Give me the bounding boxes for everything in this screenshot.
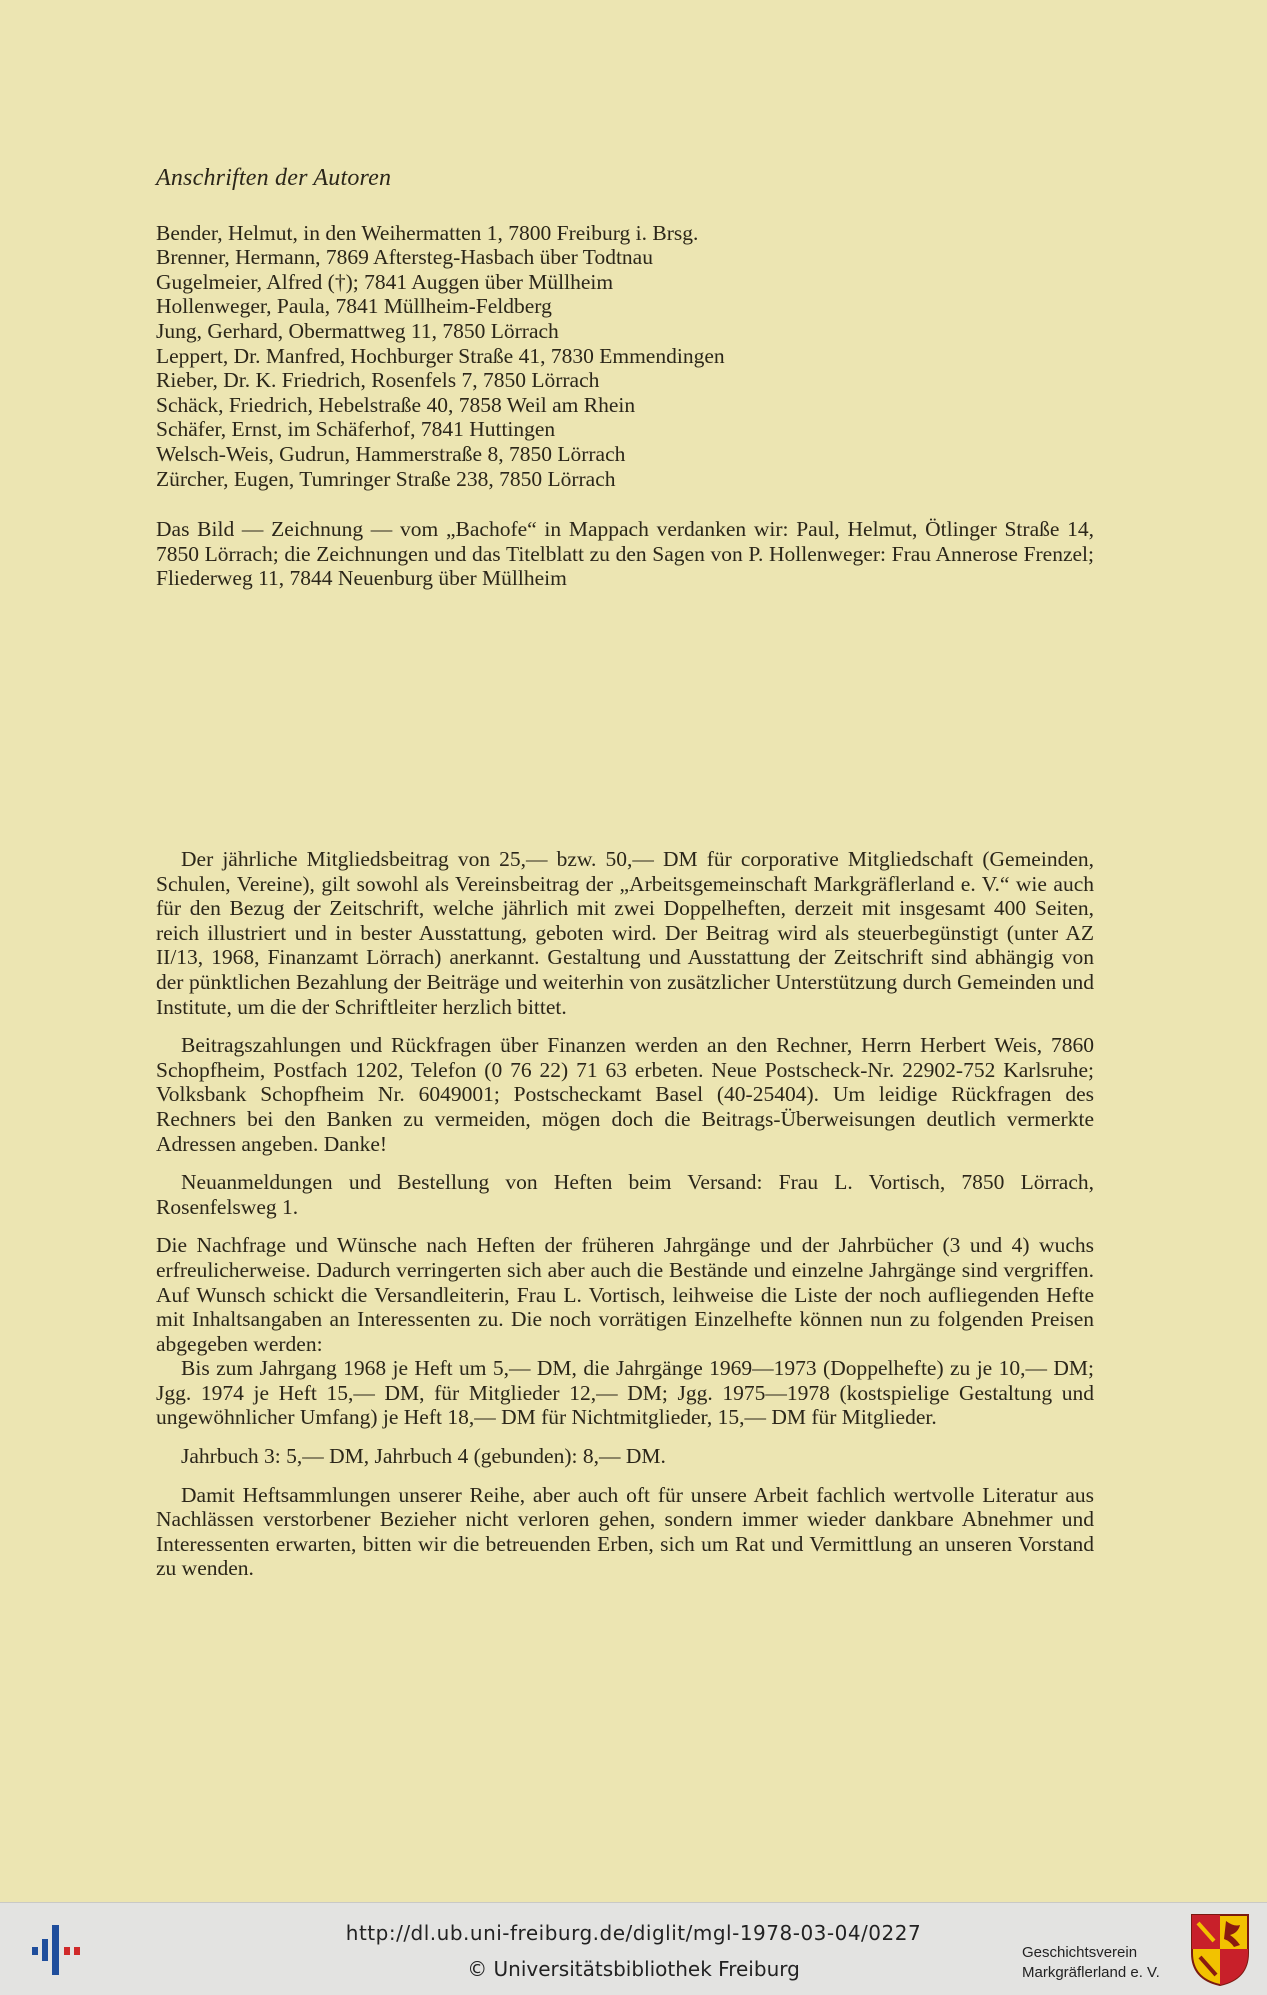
orders-paragraph: Neuanmeldungen und Bestellung von Heften beim Versand: Frau L. Vortisch, 7850 Lörrach, Rosenfelsweg 1. <box>156 1170 1094 1219</box>
publisher-line: Geschichtsverein <box>1022 1944 1138 1961</box>
image-credits: Das Bild — Zeichnung — vom „Bachofe“ in Mappach verdanken wir: Paul, Helmut, Ötlinger Straße 14, 7850 Lörrach; die Zeichnungen und das Titelblatt zu den Sagen von P. Hollenweger: Frau Annerose Frenzel; Fliederweg 11, 7844 Neuenburg über Müllheim <box>156 517 1094 591</box>
demand-paragraph: Die Nachfrage und Wünsche nach Heften der früheren Jahrgänge und der Jahrbücher (3 und 4) wuchs erfreulicherweise. Dadurch verringerten sich aber auch die Bestände und einzelne Jahrgänge sind vergriffen. Auf Wunsch schickt die Versandleiterin, Frau L. Vortisch, leihweise die Liste der noch aufliegenden Hefte mit Inhaltsangaben an Interessenten zu. Die noch vorrätigen Einzelhefte können nun zu folgenden Preisen abgegeben werden: <box>156 1233 1094 1356</box>
authors-section <box>156 166 1094 591</box>
viewer-footer <box>0 1902 1267 1995</box>
coat-of-arms-icon <box>1190 1913 1250 1987</box>
membership-paragraph: Der jährliche Mitgliedsbeitrag von 25,— bzw. 50,— DM für corporative Mitgliedschaft (Gemeinden, Schulen, Vereine), gilt sowohl als Vereinsbeitrag der „Arbeitsgemeinschaft Markgräflerland e. V.“ wie auch für den Bezug der Zeitschrift, welche jährlich mit zwei Doppelheften, derzeit mit insgesamt 400 Seiten, reich illustriert und in bester Ausstattung, geboten wird. Der Beitrag wird als steuerbegünstigt (unter AZ II/13, 1968, Finanzamt Lörrach) anerkannt. Gestaltung und Ausstattung der Zeitschrift sind abhängig von der pünktlichen Bezahlung der Beiträge und weiterhin von zusätzlicher Unterstützung durch Gemeinden und Institute, um die der Schriftleiter herzlich bittet. <box>156 847 1094 1019</box>
copyright-notice: © Universitätsbibliothek Freiburg <box>467 1957 800 1981</box>
payments-paragraph: Beitragszahlungen und Rückfragen über Finanzen werden an den Rechner, Herrn Herbert Weis, 7860 Schopfheim, Postfach 1202, Telefon (0 76 22) 71 63 erbeten. Neue Postscheck-Nr. 22902-752 Karlsruhe; Volksbank Schopfheim Nr. 6049001; Postscheckamt Basel (40-25404). Um leidige Rückfragen des Rechners bei den Banken zu vermeiden, mögen doch die Beitrags-Überweisungen deutlich vermerkte Adressen angeben. Danke! <box>156 1033 1094 1156</box>
author-entry: Leppert, Dr. Manfred, Hochburger Straße 41, 7830 Emmendingen <box>156 343 725 368</box>
section-heading: Anschriften der Autoren <box>156 165 392 191</box>
legacy-paragraph: Damit Heftsammlungen unserer Reihe, aber auch oft für unsere Arbeit fachlich wertvolle Literatur aus Nachlässen verstorbener Bezieher nicht verloren gehen, sondern immer wieder dankbare Abnehmer und Interessenten erwarten, bitten wir die betreuenden Erben, sich um Rat und Vermittlung an unseren Vorstand zu wenden. <box>156 1482 1094 1581</box>
permalink-url[interactable]: http://dl.ub.uni-freiburg.de/diglit/mgl-1978-03-04/0227 <box>345 1921 922 1945</box>
publisher-line: Markgräflerland e. V. <box>1022 1964 1160 1981</box>
author-entry: Rieber, Dr. K. Friedrich, Rosenfels 7, 7850 Lörrach <box>156 368 600 393</box>
author-list <box>156 221 1094 492</box>
author-entry: Zürcher, Eugen, Tumringer Straße 238, 7850 Lörrach <box>156 466 616 491</box>
author-entry: Hollenweger, Paula, 7841 Müllheim-Feldberg <box>156 294 552 319</box>
publisher-name <box>1022 1943 1192 1983</box>
membership-info <box>156 847 1094 1595</box>
author-entry: Schäfer, Ernst, im Schäferhof, 7841 Huttingen <box>156 417 556 442</box>
author-entry: Welsch-Weis, Gudrun, Hammerstraße 8, 7850 Lörrach <box>156 441 626 466</box>
prices-paragraph: Bis zum Jahrgang 1968 je Heft um 5,— DM, die Jahrgänge 1969—1973 (Doppelhefte) zu je 10,— DM; Jgg. 1974 je Heft 15,— DM, für Mitglieder 12,— DM; Jgg. 1975—1978 (kostspielige Gestaltung und ungewöhnlicher Umfang) je Heft 18,— DM für Nichtmitglieder, 15,— DM für Mitglieder. <box>156 1356 1094 1430</box>
author-entry: Gugelmeier, Alfred (†); 7841 Auggen über Müllheim <box>156 269 614 294</box>
author-entry: Jung, Gerhard, Obermattweg 11, 7850 Lörrach <box>156 318 559 343</box>
author-entry: Schäck, Friedrich, Hebelstraße 40, 7858 Weil am Rhein <box>156 392 636 417</box>
author-entry: Brenner, Hermann, 7869 Aftersteg-Hasbach über Todtnau <box>156 245 653 270</box>
yearbook-paragraph: Jahrbuch 3: 5,— DM, Jahrbuch 4 (gebunden): 8,— DM. <box>181 1444 666 1469</box>
author-entry: Bender, Helmut, in den Weihermatten 1, 7800 Freiburg i. Brsg. <box>156 220 699 245</box>
